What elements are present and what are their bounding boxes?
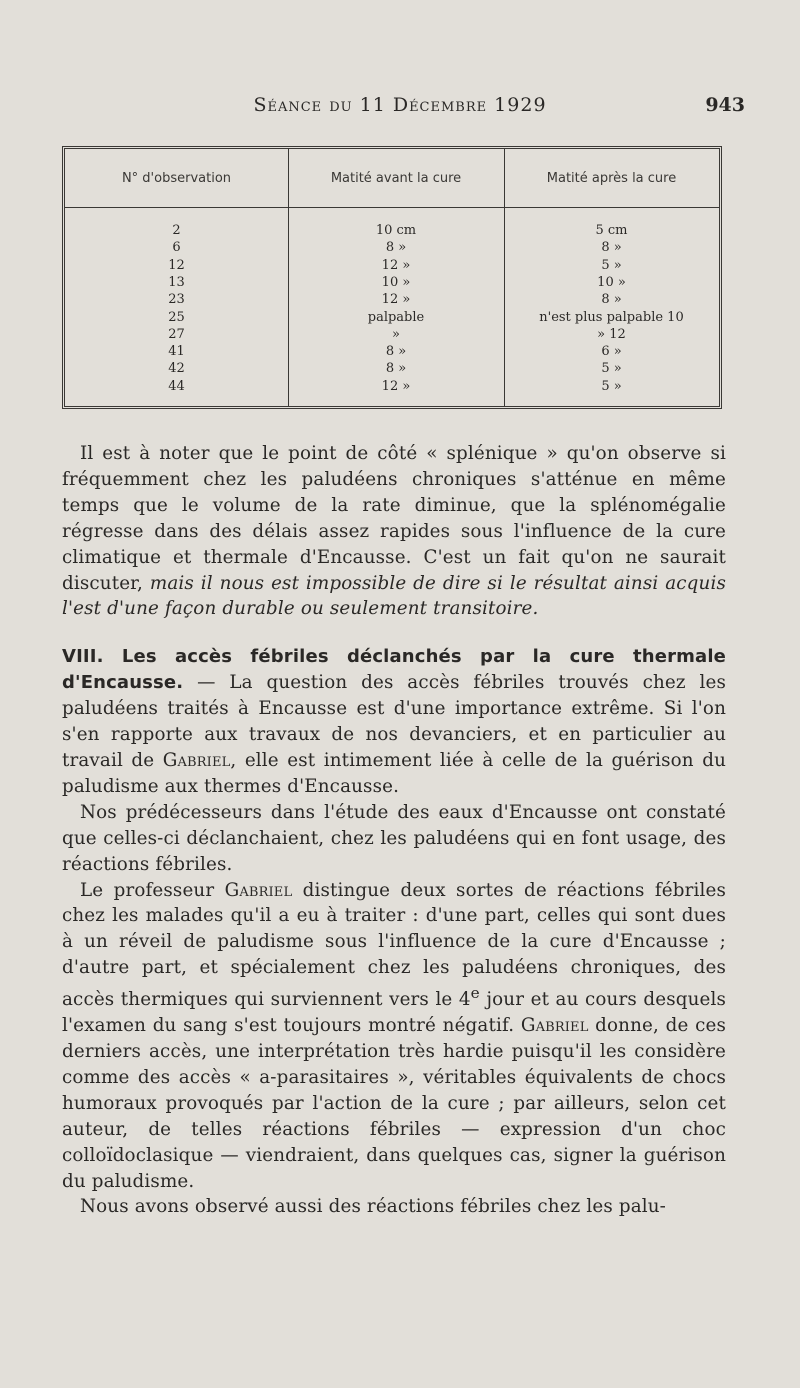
- paragraph: [62, 1194, 726, 1220]
- author-name: Gabriel: [224, 879, 293, 901]
- table-cell: 42: [168, 361, 185, 377]
- page-number: 943: [705, 94, 745, 116]
- table-row: [65, 275, 719, 292]
- table-cell: 13: [168, 274, 185, 290]
- table-cell: 10 cm: [375, 223, 417, 238]
- table-cell: 41: [168, 344, 185, 360]
- author-name: Gabriel: [520, 1015, 589, 1037]
- table-cell: 12 »: [381, 257, 411, 273]
- table-cell: 8 »: [601, 240, 622, 256]
- paragraph-text: donne, de ces derniers accès, une interprétation très hardie puisqu'il les considère comme des accès « a-parasitaires », véritables équivalents de chocs humoraux provoqués par l'action de la cure ; par ailleurs, selon cet auteur, de telles réactions fébriles — expression d'un choc colloïdoclasique — viendraient, dans quelques cas, signer la guérison du paludisme.: [62, 1015, 726, 1192]
- table-cell: 8 »: [385, 344, 407, 360]
- table-row: [65, 240, 719, 257]
- table-cell: 44: [168, 378, 185, 394]
- italic-text: mais il nous est impossible de dire si le résultat ainsi acquis l'est d'une façon durable ou seulement transitoire.: [62, 572, 726, 620]
- paragraph-text: distingue deux sortes de réactions fébriles chez les malades qu'il a eu à traiter : d'une part, celles qui sont dues à un réveil de paludisme sous l'influence de la cure d'Encausse ; d'autre part, et spécialement chez les paludéens chroniques, des accès thermiques qui surviennent vers le 4: [62, 879, 727, 1011]
- table-row: [65, 258, 719, 275]
- table-cell: 10 »: [597, 274, 626, 290]
- table-row: [65, 223, 719, 240]
- paragraph-section: [62, 644, 726, 799]
- table-cell: palpable: [367, 309, 425, 325]
- author-name: Gabriel: [162, 749, 231, 771]
- paragraph: [62, 878, 726, 1195]
- table-cell: 27: [168, 326, 185, 342]
- table-cell: 6 »: [601, 344, 622, 360]
- table-cell: 5 »: [601, 361, 622, 377]
- paragraph-text: Nos prédécesseurs dans l'étude des eaux d'Encausse ont constaté que celles-ci déclanchaient, chez les paludéens qui en font usage, des réactions fébriles.: [62, 801, 726, 875]
- table-cell: 8 »: [601, 292, 622, 308]
- table-cell: 23: [168, 292, 185, 308]
- table-row: [65, 361, 719, 378]
- table-cell: n'est plus palpable 10: [539, 309, 684, 325]
- header-observation: N° d'observation: [121, 171, 232, 186]
- table-cell: » 12: [597, 326, 626, 342]
- table-cell: 12 »: [381, 292, 411, 308]
- body-text: [62, 441, 726, 1220]
- paragraph: [62, 800, 726, 878]
- table-row: [65, 327, 719, 344]
- section-title: VIII. Les accès fébriles déclanchés par la cure thermale d'Encausse.: [62, 646, 726, 694]
- paragraph-text: Il est à noter que le point de côté « splénique » qu'on observe si fréquemment chez les paludéens chroniques s'atténue en même temps que le volume de la rate diminue, que la splénomégalie régresse dans des délais assez rapides sous l'influence de la cure climatique et thermale d'Encausse. C'est un fait qu'on ne saurait discuter,: [62, 443, 726, 594]
- table-cell: 8 »: [385, 240, 407, 256]
- table-header: [65, 149, 719, 208]
- header-title: Séance du 11 Décembre 1929: [253, 94, 547, 116]
- table-cell: 2: [172, 223, 181, 238]
- table-row: [65, 344, 719, 361]
- running-header: [60, 92, 745, 122]
- table-cell: 5 »: [601, 257, 622, 273]
- table-row: [65, 379, 719, 396]
- superscript: e: [470, 984, 480, 1003]
- paragraph-text: — La question des accès fébriles trouvés chez les paludéens traités à Encausse est d'une importance extrême. Si l'on s'en rapporte aux travaux de nos devanciers, et en particulier au travail de: [62, 672, 726, 771]
- paragraph-text: jour et au cours desquels l'examen du sang s'est toujours montré négatif.: [62, 989, 726, 1037]
- table-cell: 25: [168, 309, 185, 325]
- table-row: [65, 292, 719, 309]
- header-after: Matité après la cure: [546, 171, 677, 186]
- table-cell: 12: [168, 257, 185, 273]
- paragraph-text: Le professeur: [80, 879, 225, 901]
- table-row: [65, 310, 719, 327]
- table-cell: 5 cm: [595, 223, 628, 238]
- observation-table: [62, 146, 722, 409]
- paragraph-text: Nous avons observé aussi des réactions fébriles chez les palu-: [80, 1196, 667, 1218]
- table-cell: 12 »: [381, 378, 411, 394]
- table-cell: »: [392, 326, 400, 342]
- paragraph-text: , elle est intimement liée à celle de la guérison du paludisme aux thermes d'Encausse.: [62, 749, 726, 797]
- header-before: Matité avant la cure: [330, 171, 462, 186]
- table-cell: 5 »: [601, 378, 622, 394]
- paragraph: [62, 441, 726, 622]
- table-cell: 8 »: [385, 361, 407, 377]
- table-cell: 6: [172, 240, 181, 256]
- table-cell: 10 »: [381, 274, 411, 290]
